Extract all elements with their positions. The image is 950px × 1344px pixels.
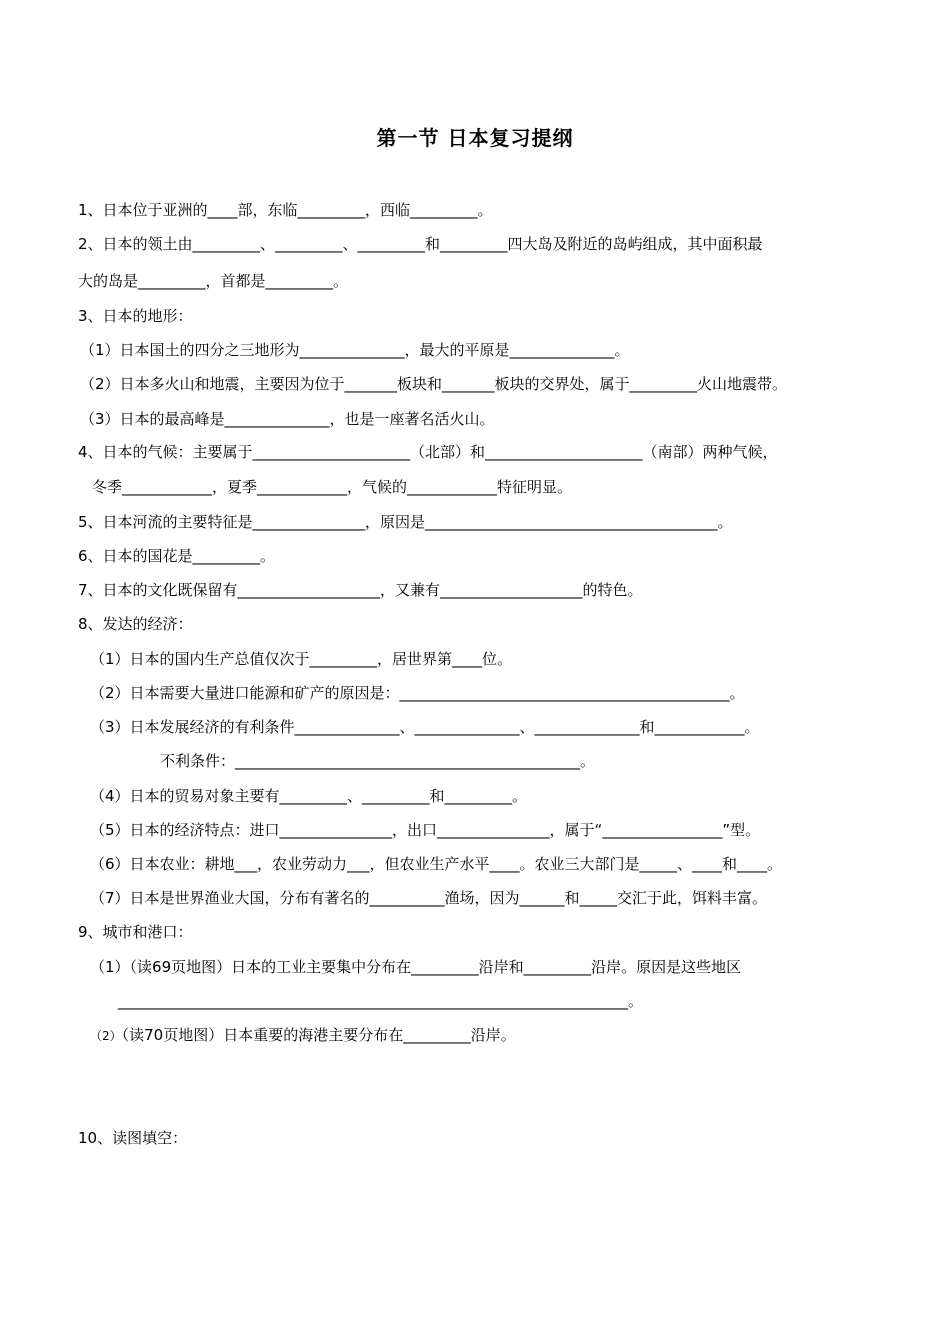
question-9-1: （1）（读69页地图）日本的工业主要集中分布在_________沿岸和_________沿岸。原因是这些地区 bbox=[90, 958, 742, 976]
question-3-1: （1）日本国土的四分之三地形为______________，最大的平原是______________。 bbox=[80, 341, 630, 359]
question-8-1: （1）日本的国内生产总值仅次于_________，居世界第____位。 bbox=[90, 650, 513, 668]
question-8-3-unfavorable: 不利条件：______________________________________________。 bbox=[160, 752, 596, 770]
question-8-4: （4）日本的贸易对象主要有_________、_________和_________。 bbox=[90, 787, 528, 805]
question-8-2: （2）日本需要大量进口能源和矿产的原因是：____________________________________________。 bbox=[90, 684, 745, 702]
question-2-continued: 大的岛是_________，首都是_________。 bbox=[78, 272, 349, 290]
question-8-5: （5）日本的经济特点：进口_______________，出口_______________，属于“________________”型。 bbox=[90, 821, 761, 839]
question-9-2-text: （读70页地图）日本重要的海港主要分布在_________沿岸。 bbox=[121, 1026, 516, 1044]
question-1: 1、日本位于亚洲的____部，东临_________，西临_________。 bbox=[78, 201, 493, 219]
question-10: 10、读图填空： bbox=[78, 1129, 188, 1147]
question-3-3: （3）日本的最高峰是______________，也是一座著名活火山。 bbox=[80, 410, 495, 428]
question-7: 7、日本的文化既保留有___________________，又兼有___________________的特色。 bbox=[78, 581, 643, 599]
question-6: 6、日本的国花是_________。 bbox=[78, 547, 276, 565]
question-8-6: （6）日本农业：耕地___，农业劳动力___，但农业生产水平____。农业三大部门是_____、____和____。 bbox=[90, 855, 783, 873]
question-9-1-continued: ____________________________________________________________________。 bbox=[118, 992, 644, 1010]
question-9: 9、城市和港口： bbox=[78, 923, 193, 941]
question-8-3: （3）日本发展经济的有利条件______________、______________、______________和____________。 bbox=[90, 718, 760, 736]
question-8-7: （7）日本是世界渔业大国，分布有著名的__________渔场，因为______和_____交汇于此，饵料丰富。 bbox=[90, 889, 768, 907]
question-9-2-number: （2） bbox=[90, 1029, 122, 1043]
question-4: 4、日本的气候：主要属于_____________________（北部）和_____________________（南部）两种气候， bbox=[78, 443, 778, 461]
question-5: 5、日本河流的主要特征是_______________，原因是_______________________________________。 bbox=[78, 513, 733, 531]
question-3: 3、日本的地形： bbox=[78, 307, 193, 325]
question-3-2: （2）日本多火山和地震，主要因为位于_______板块和_______板块的交界处，属于_________火山地震带。 bbox=[80, 375, 788, 393]
question-2: 2、日本的领土由_________、_________、_________和_________四大岛及附近的岛屿组成，其中面积最 bbox=[78, 235, 763, 253]
question-4-continued: 冬季____________，夏季____________，气候的____________特征明显。 bbox=[92, 478, 573, 496]
page-title: 第一节 日本复习提纲 bbox=[376, 126, 574, 150]
question-9-2 bbox=[90, 1025, 516, 1046]
question-8: 8、发达的经济： bbox=[78, 615, 193, 633]
